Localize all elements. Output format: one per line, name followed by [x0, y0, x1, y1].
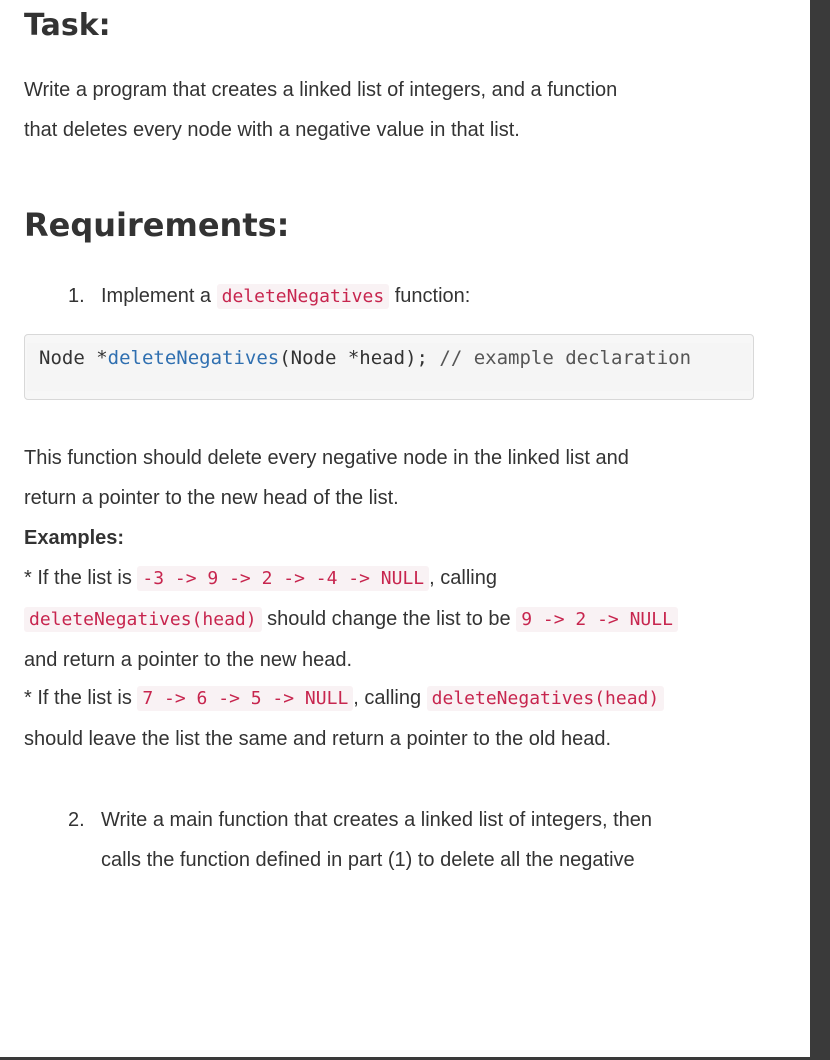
code-comment: // example declaration	[439, 347, 692, 369]
item2-line1: Write a main function that creates a linked list of integers, then	[101, 809, 653, 831]
example2-input-list: 7 -> 6 -> 5 -> NULL	[137, 686, 353, 711]
code-function-name: deleteNegatives	[107, 347, 280, 369]
example2-text-a: * If the list is	[24, 687, 132, 709]
task-text-line1: Write a program that creates a linked list of integers, and a function	[24, 79, 618, 101]
example-1	[24, 558, 754, 680]
item1-suffix: function:	[394, 285, 471, 307]
item1-prefix: Implement a	[101, 285, 212, 307]
description-line1: This function should delete every negative node in the linked list and	[24, 447, 629, 469]
task-text-line2: that deletes every node with a negative value in that list.	[24, 119, 520, 141]
examples-heading: Examples:	[24, 527, 125, 549]
function-description	[24, 438, 754, 518]
code-block	[24, 334, 754, 400]
code-declaration	[39, 347, 691, 369]
inline-code-function-name: deleteNegatives	[217, 284, 390, 309]
example2-text-b: , calling	[353, 687, 422, 709]
task-description	[24, 70, 744, 150]
example1-text-a: * If the list is	[24, 567, 132, 589]
window-edge-bar	[810, 0, 830, 1060]
requirement-item-2	[68, 800, 728, 880]
example1-text-b: , calling	[429, 567, 497, 589]
code-part2: (Node *head);	[279, 347, 440, 369]
item-number: 2.	[68, 809, 85, 831]
requirement-item-1	[68, 276, 470, 317]
requirements-heading: Requirements:	[24, 206, 290, 244]
code-part1: Node *	[39, 347, 108, 369]
example2-call: deleteNegatives(head)	[427, 686, 665, 711]
item-number: 1.	[68, 285, 85, 307]
example-2	[24, 678, 754, 759]
example1-output-list: 9 -> 2 -> NULL	[516, 607, 678, 632]
example2-text-c: should leave the list the same and return a pointer to the old head.	[24, 728, 612, 750]
task-heading: Task:	[24, 8, 111, 43]
example1-call: deleteNegatives(head)	[24, 607, 262, 632]
description-line2: return a pointer to the new head of the list.	[24, 487, 399, 509]
example1-text-d: and return a pointer to the new head.	[24, 649, 353, 671]
item2-line2: calls the function defined in part (1) to delete all the negative	[101, 849, 635, 871]
example1-input-list: -3 -> 9 -> 2 -> -4 -> NULL	[137, 566, 429, 591]
example1-text-c: should change the list to be	[267, 608, 511, 630]
